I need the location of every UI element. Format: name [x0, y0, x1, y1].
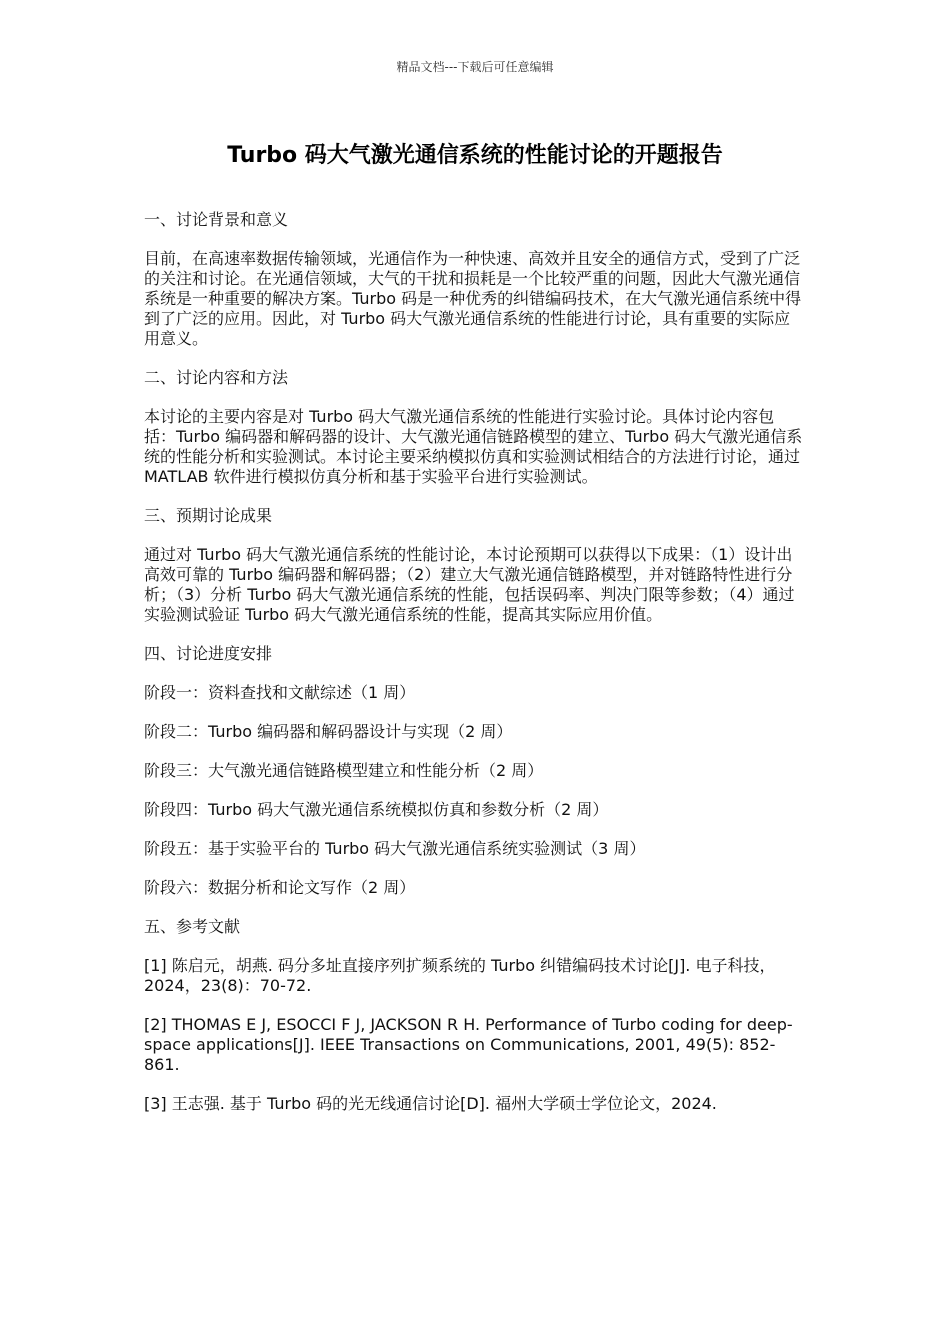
reference-item: [3] 王志强. 基于 Turbo 码的光无线通信讨论[D]. 福州大学硕士学位论文，2024. — [144, 1094, 717, 1113]
document-body — [144, 210, 806, 1133]
schedule-stage: 阶段四：Turbo 码大气激光通信系统模拟仿真和参数分析（2 周） — [144, 800, 609, 819]
schedule-stage: 阶段二：Turbo 编码器和解码器设计与实现（2 周） — [144, 722, 513, 741]
document-title: Turbo 码大气激光通信系统的性能讨论的开题报告 — [227, 143, 723, 168]
schedule-stage: 阶段六：数据分析和论文写作（2 周） — [144, 878, 416, 897]
schedule-stage: 阶段五：基于实验平台的 Turbo 码大气激光通信系统实验测试（3 周） — [144, 839, 646, 858]
section-heading-schedule: 四、讨论进度安排 — [144, 644, 273, 663]
reference-item: [2] THOMAS E J, ESOCCI F J, JACKSON R H. Performance of Turbo coding for deep-space applications[J]. IEEE Transactions on Communications, 2001, 49(5): 852-861. — [144, 1015, 793, 1074]
section-heading-expected: 三、预期讨论成果 — [144, 506, 273, 525]
background-paragraph: 目前，在高速率数据传输领域，光通信作为一种快速、高效并且安全的通信方式，受到了广泛的关注和讨论。在光通信领域，大气的干扰和损耗是一个比较严重的问题，因此大气激光通信系统是一种重要的解决方案。Turbo 码是一种优秀的纠错编码技术，在大气激光通信系统中得到了广泛的应用。因此，对 Turbo 码大气激光通信系统的性能进行讨论，具有重要的实际应用意义。 — [144, 249, 802, 348]
header-note: 精品文档---下载后可任意编辑 — [396, 60, 554, 74]
reference-item: [1] 陈启元，胡燕. 码分多址直接序列扩频系统的 Turbo 纠错编码技术讨论[J]. 电子科技，2024，23(8)：70-72. — [144, 956, 776, 995]
section-heading-references: 五、参考文献 — [144, 917, 241, 936]
section-heading-background: 一、讨论背景和意义 — [144, 210, 289, 229]
expected-paragraph: 通过对 Turbo 码大气激光通信系统的性能讨论，本讨论预期可以获得以下成果：（1）设计出高效可靠的 Turbo 编码器和解码器；（2）建立大气激光通信链路模型，并对链路特性进行分析；（3）分析 Turbo 码大气激光通信系统的性能，包括误码率、判决门限等参数；（4）通过实验测试验证 Turbo 码大气激光通信系统的性能，提高其实际应用价值。 — [144, 545, 795, 624]
section-heading-content-method: 二、讨论内容和方法 — [144, 368, 289, 387]
content-method-paragraph: 本讨论的主要内容是对 Turbo 码大气激光通信系统的性能进行实验讨论。具体讨论内容包括：Turbo 编码器和解码器的设计、大气激光通信链路模型的建立、Turbo 码大气激光通信系统的性能分析和实验测试。本讨论主要采纳模拟仿真和实验测试相结合的方法进行讨论，通过 MATLAB 软件进行模拟仿真分析和基于实验平台进行实验测试。 — [144, 407, 803, 486]
schedule-stage: 阶段三：大气激光通信链路模型建立和性能分析（2 周） — [144, 761, 544, 780]
schedule-stage: 阶段一：资料查找和文献综述（1 周） — [144, 683, 416, 702]
